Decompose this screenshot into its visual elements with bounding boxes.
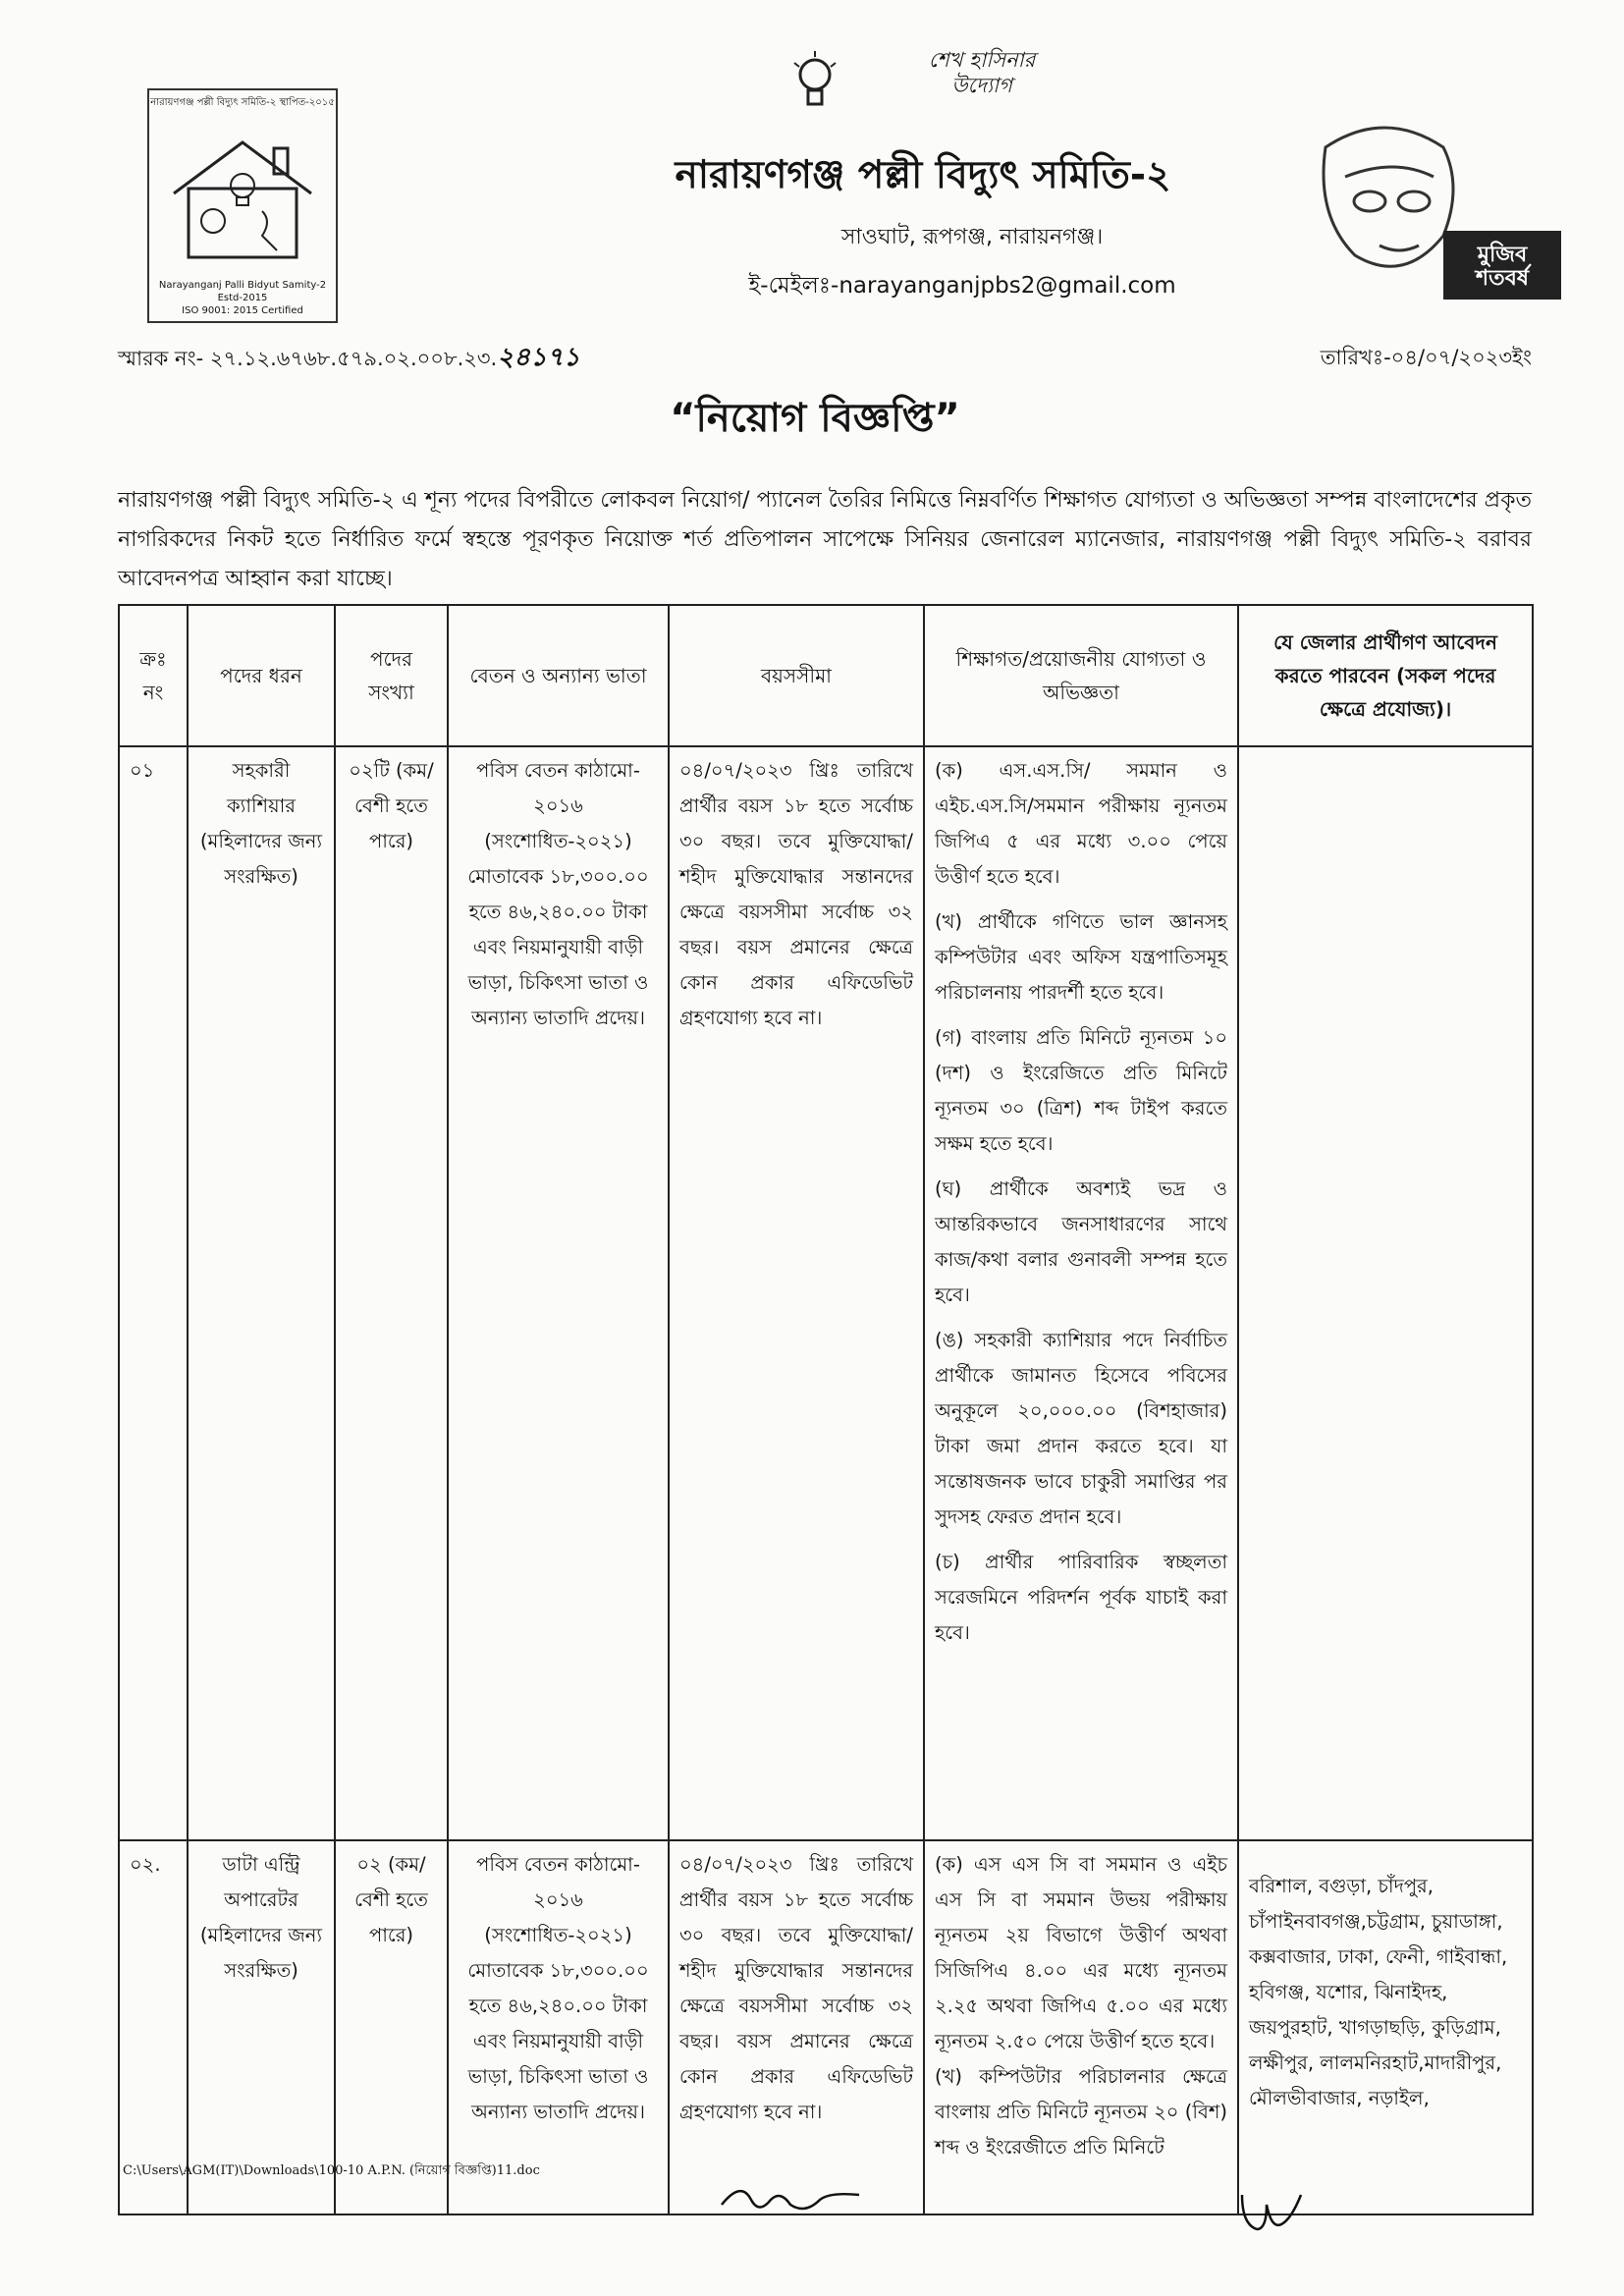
row1-serial: ০১ — [119, 746, 188, 1840]
mujib-centenary-portrait — [1286, 108, 1571, 314]
organization-email: ই-মেইলঃ-narayanganjpbs2@gmail.com — [748, 273, 1176, 299]
qualification-item: (ক) এস এস সি বা সমমান ও এইচ এস সি বা সমমান উভয় পরীক্ষায় ন্যূনতম ২য় বিভাগে উত্তীর্ণ অথবা সিজিপিএ ৪.০০ এর মধ্যে ন্যূনতম ২.২৫ অথবা জিপিএ ৫.০০ এর মধ্যে ন্যূনতম ২.৫০ পেয়ে উত্তীর্ণ হতে হবে। — [935, 1853, 1227, 2052]
ref-number: স্মারক নং- ২৭.১২.৬৭৬৮.৫৭৯.০২.০০৮.২৩. — [118, 347, 498, 370]
header-post: পদের ধরন — [188, 605, 335, 746]
organization-logo — [147, 88, 338, 323]
row1-age: ০৪/০৭/২০২৩ খ্রিঃ তারিখে প্রার্থীর বয়স ১৮ হতে সর্বোচ্চ ৩০ বছর। তবে মুক্তিযোদ্ধা/শহীদ মুক্তিযোদ্ধার সন্তানদের ক্ষেত্রে বয়সসীমা সর্বোচ্চ ৩২ বছর। বয়স প্রমানের ক্ষেত্রে কোন প্রকার এফিডেভিট গ্রহণযোগ্য হবে না। — [669, 746, 924, 1840]
header-serial: ক্রঃ নং — [119, 605, 188, 746]
row2-salary: পবিস বেতন কাঠামো- ২০১৬ (সংশোধিত-২০২১) মোতাবেক ১৮,৩০০.০০ হতে ৪৬,২৪০.০০ টাকা এবং নিয়মানুযায়ী বাড়ী ভাড়া, চিকিৎসা ভাতা ও অন্যান্য ভাতাদি প্রদেয়। — [448, 1840, 669, 2214]
signature-mark — [1237, 2185, 1306, 2234]
table-header-row — [119, 605, 1533, 746]
header-count: পদের সংখ্যা — [335, 605, 448, 746]
row2-serial: ০২. — [119, 1840, 188, 2214]
qualification-item: (ঙ) সহকারী ক্যাশিয়ার পদে নির্বাচিত প্রার্থীকে জামানত হিসেবে পবিসের অনুকূলে ২০,০০০.০০ (বিশহাজার) টাকা জমা প্রদান করতে হবে। যা সন্তোষজনক ভাবে চাকুরী সমাপ্তির পর সুদসহ ফেরত প্রদান হবে। — [935, 1329, 1227, 1528]
qualification-item: (ঘ) প্রার্থীকে অবশ্যই ভদ্র ও আন্তরিকভাবে জনসাধারণের সাথে কাজ/কথা বলার গুনাবলী সম্পন্ন হতে হবে। — [935, 1177, 1227, 1306]
house-bulb-icon — [164, 135, 321, 262]
row2-age: ০৪/০৭/২০২৩ খ্রিঃ তারিখে প্রার্থীর বয়স ১৮ হতে সর্বোচ্চ ৩০ বছর। তবে মুক্তিযোদ্ধা/শহীদ মুক্তিযোদ্ধার সন্তানদের ক্ষেত্রে বয়সসীমা সর্বোচ্চ ৩২ বছর। বয়স প্রমানের ক্ষেত্রে কোন প্রকার এফিডেভিট গ্রহণযোগ্য হবে না। — [669, 1840, 924, 2214]
qualification-item: (ক) এস.এস.সি/ সমমান ও এইচ.এস.সি/সমমান পরীক্ষায় ন্যূনতম জিপিএ ৫ এর মধ্যে ৩.০০ পেয়ে উত্তীর্ণ হতে হবে। — [935, 759, 1227, 888]
row2-count: ০২ (কম/ বেশী হতে পারে) — [335, 1840, 448, 2214]
organization-name: নারায়ণগঞ্জ পল্লী বিদ্যুৎ সমিতি-২ — [675, 153, 1171, 197]
row2-post: ডাটা এন্ট্রি অপারেটর (মহিলাদের জন্য সংরক্ষিত) — [188, 1840, 335, 2214]
logo-bottom-text: Narayanganj Palli Bidyut Samity-2 Estd-2015 ISO 9001: 2015 Certified — [158, 280, 327, 316]
header-qualification: শিক্ষাগত/প্রয়োজনীয় যোগ্যতা ও অভিজ্ঞতা — [924, 605, 1238, 746]
eligible-districts: বরিশাল, বগুড়া, চাঁদপুর, চাঁপাইনবাবগঞ্জ,চট্টগ্রাম, চুয়াডাঙ্গা, কক্সবাজার, ঢাকা, ফেনী, গাইবান্ধা, হবিগঞ্জ, যশোর, ঝিনাইদহ, জয়পুরহাট, খাগড়াছড়ি, কুড়িগ্রাম, লক্ষীপুর, লালমনিরহাট,মাদারীপুর, মৌলভীবাজার, নড়াইল, — [1238, 1840, 1533, 2214]
header-age: বয়সসীমা — [669, 605, 924, 746]
row2-qualifications — [924, 1840, 1238, 2214]
table-row — [119, 1840, 1533, 2214]
row1-salary: পবিস বেতন কাঠামো- ২০১৬ (সংশোধিত-২০২১) মোতাবেক ১৮,৩০০.০০ হতে ৪৬,২৪০.০০ টাকা এবং নিয়মানুযায়ী বাড়ী ভাড়া, চিকিৎসা ভাতা ও অন্যান্য ভাতাদি প্রদেয়। — [448, 746, 669, 1840]
row1-qualifications — [924, 746, 1238, 1840]
slogan: শেখ হাসিনার উদ্যোগ — [928, 48, 1036, 97]
vacancy-table — [118, 604, 1534, 2215]
portrait-badge: মুজিব শতবর্ষ — [1476, 243, 1529, 291]
notice-title: “নিয়োগ বিজ্ঞপ্তি” — [670, 396, 960, 441]
logo-top-text: নারায়ণগঞ্জ পল্লী বিদ্যুৎ সমিতি-২ স্থাপিত-২০১৫ — [150, 97, 335, 108]
file-path: C:\Users\AGM(IT)\Downloads\100-10 A.P.N. (নিয়োগ বিজ্ঞপ্তি)11.doc — [123, 2163, 540, 2178]
row1-count: ০২টি (কম/ বেশী হতে পারে) — [335, 746, 448, 1840]
signature-mark — [717, 2175, 864, 2219]
header-districts: যে জেলার প্রার্থীগণ আবেদন করতে পারবেন (সকল পদের ক্ষেত্রে প্রযোজ্য)। — [1238, 605, 1533, 746]
header-salary: বেতন ও অন্যান্য ভাতা — [448, 605, 669, 746]
qualification-item: (চ) প্রার্থীর পারিবারিক স্বচ্ছলতা সরেজমিনে পরিদর্শন পূর্বক যাচাই করা হবে। — [935, 1551, 1227, 1644]
qualification-item: (গ) বাংলায় প্রতি মিনিটে ন্যূনতম ১০ (দশ) ও ইংরেজিতে প্রতি মিনিটে ন্যূনতম ৩০ (ত্রিশ) শব্দ টাইপ করতে সক্ষম হতে হবে। — [935, 1026, 1227, 1155]
intro-paragraph: নারায়ণগঞ্জ পল্লী বিদ্যুৎ সমিতি-২ এ শূন্য পদের বিপরীতে লোকবল নিয়োগ/ প্যানেল তৈরির নিমিত্তে নিম্নবর্ণিত শিক্ষাগত যোগ্যতা ও অভিজ্ঞতা সম্পন্ন বাংলাদেশের প্রকৃত নাগরিকদের নিকট হতে নির্ধারিত ফর্মে স্বহস্তে পূরণকৃত নিয়োক্ত শর্ত প্রতিপালন সাপেক্ষে সিনিয়র জেনারেল ম্যানেজার, নারায়ণগঞ্জ পল্লী বিদ্যুৎ সমিতি-২ বরাবর আবেদনপত্র আহ্বান করা যাচ্ছে। — [118, 488, 1532, 591]
ref-handwritten-number: ২৪১৭১ — [497, 343, 580, 372]
memo-reference — [118, 344, 1001, 372]
qualification-item: (খ) কম্পিউটার পরিচালনার ক্ষেত্রে বাংলায় প্রতি মিনিটে ন্যূনতম ২০ (বিশ) শব্দ ও ইংরেজীতে প্রতি মিনিটে — [935, 2065, 1227, 2159]
memo-date: তারিখঃ-০৪/০৭/২০২৩ইং — [1320, 346, 1532, 369]
organization-address: সাওঘাট, রূপগঞ্জ, নারায়নগঞ্জ। — [840, 225, 1104, 249]
row1-post: সহকারী ক্যাশিয়ার (মহিলাদের জন্য সংরক্ষিত) — [188, 746, 335, 1840]
table-row — [119, 746, 1533, 1840]
row1-districts — [1238, 746, 1533, 1840]
qualification-item: (খ) প্রার্থীকে গণিতে ভাল জ্ঞানসহ কম্পিউটার এবং অফিস যন্ত্রপাতিসমূহ পরিচালনায় পারদর্শী হতে হবে। — [935, 910, 1227, 1004]
